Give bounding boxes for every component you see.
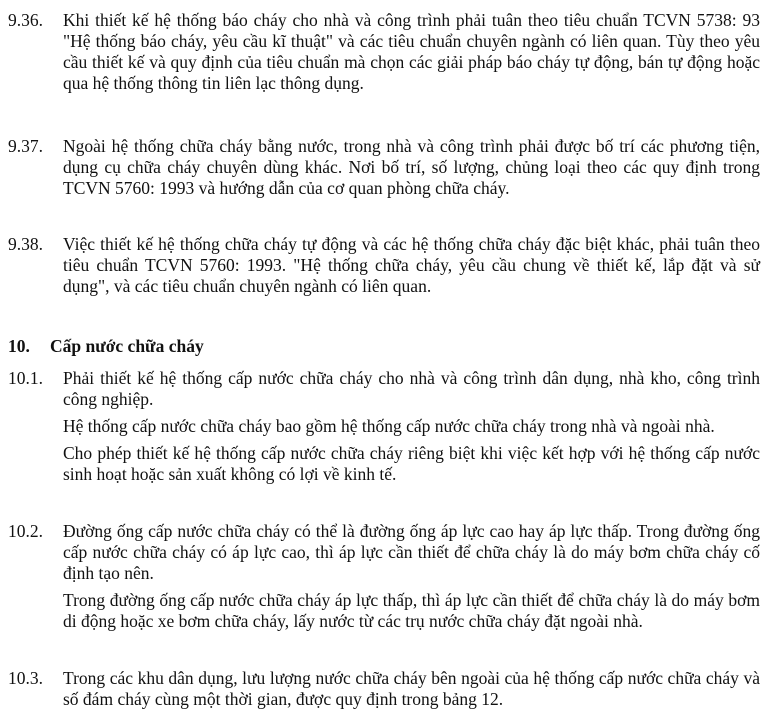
section-number: 9.37. (8, 136, 43, 156)
section-body (63, 368, 760, 485)
section-number: 10.3. (8, 668, 43, 688)
section-body (63, 668, 760, 710)
section-number: 9.36. (8, 10, 43, 30)
section-number: 10.2. (8, 521, 43, 541)
paragraph: Trong đường ống cấp nước chữa cháy áp lực thấp, thì áp lực cần thiết để chữa cháy là do máy bơm di động hoặc xe bơm chữa cháy, lấy nước từ các trụ nước chữa cháy đặt ngoài nhà. (63, 590, 760, 631)
section-9-36 (8, 10, 760, 94)
section-10-3 (8, 668, 760, 710)
paragraph: Ngoài hệ thống chữa cháy bằng nước, trong nhà và công trình phải được bố trí các phương tiện, dụng cụ chữa cháy chuyên dùng khác. Nơi bố trí, số lượng, chủng loại theo các quy định trong TCVN 5760: 1993 và hướng dẫn của cơ quan phòng chữa cháy. (63, 136, 760, 198)
section-10-2 (8, 521, 760, 632)
section-number: 9.38. (8, 234, 43, 254)
paragraph: Phải thiết kế hệ thống cấp nước chữa cháy cho nhà và công trình dân dụng, nhà kho, công trình công nghiệp. (63, 368, 760, 409)
section-heading-10 (8, 336, 204, 357)
heading-title: Cấp nước chữa cháy (50, 336, 204, 356)
section-body (63, 234, 760, 297)
heading-number: 10. (8, 336, 30, 356)
paragraph: Hệ thống cấp nước chữa cháy bao gồm hệ thống cấp nước chữa cháy trong nhà và ngoài nhà. (63, 416, 715, 436)
section-9-37 (8, 136, 760, 199)
paragraph: Đường ống cấp nước chữa cháy có thể là đường ống áp lực cao hay áp lực thấp. Trong đường ống cấp nước chữa cháy có áp lực cao, thì áp lực cần thiết để chữa cháy là do máy bơm chữa cháy cố định tạo nên. (63, 521, 760, 583)
section-number: 10.1. (8, 368, 43, 388)
paragraph: Trong các khu dân dụng, lưu lượng nước chữa cháy bên ngoài của hệ thống cấp nước chữa cháy và số đám cháy cùng một thời gian, được quy định trong bảng 12. (63, 668, 760, 709)
section-body (63, 10, 760, 94)
section-body (63, 136, 760, 199)
paragraph: Việc thiết kế hệ thống chữa cháy tự động và các hệ thống chữa cháy đặc biệt khác, phải tuân theo tiêu chuẩn TCVN 5760: 1993. "Hệ thống chữa cháy, yêu cầu chung về thiết kế, lắp đặt và sử dụng", và các tiêu chuẩn chuyên ngành có liên quan. (63, 234, 760, 296)
paragraph: Khi thiết kế hệ thống báo cháy cho nhà và công trình phải tuân theo tiêu chuẩn TCVN 5738: 93 "Hệ thống báo cháy, yêu cầu kĩ thuật" và các tiêu chuẩn chuyên ngành có liên quan. Tùy theo yêu cầu thiết kế và quy định của tiêu chuẩn mà chọn các giải pháp báo cháy tự động, bán tự động hoặc qua hệ thống thông tin liên lạc thông dụng. (63, 10, 760, 93)
paragraph: Cho phép thiết kế hệ thống cấp nước chữa cháy riêng biệt khi việc kết hợp với hệ thống cấp nước sinh hoạt hoặc sản xuất không có lợi về kinh tế. (63, 443, 760, 484)
section-body (63, 521, 760, 632)
section-10-1 (8, 368, 760, 485)
section-9-38 (8, 234, 760, 297)
